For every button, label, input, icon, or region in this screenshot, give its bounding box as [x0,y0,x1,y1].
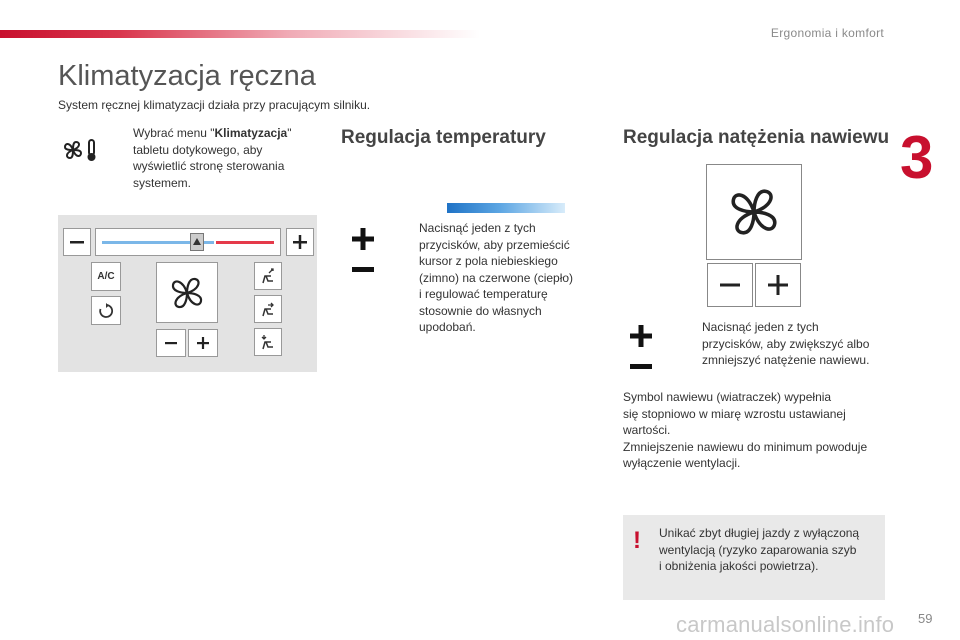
menu-name-klimatyzacja: Klimatyzacja [214,126,288,140]
recirculation-button[interactable] [91,296,121,325]
minus-icon [628,359,654,377]
text-line: zmniejszyć natężenie nawiewu. [702,353,870,367]
text-line: wartości. [623,423,671,437]
airflow-windscreen-icon [259,267,277,285]
watermark: carmanualsonline.info [676,612,895,637]
text-line: (zimno) na czerwone (ciepło) [419,270,574,285]
plus-icon [350,226,376,257]
temp-minus-button[interactable] [63,228,91,256]
text-line: Nacisnąć jeden z tych [419,221,536,235]
fan-icon [166,272,208,314]
section-title: Ergonomia i komfort [770,26,884,40]
slider-cursor[interactable] [190,233,204,251]
warm-scale [216,241,274,244]
warning-note [623,515,885,600]
instruction-post: " [287,126,292,140]
chapter-number: 3 [900,124,934,191]
fan-display-large [706,164,802,260]
instruction-line: wyświetlić stronę sterowania [133,159,285,173]
blue-gradient-decoration [447,203,565,213]
fan-plus-button[interactable] [188,329,218,357]
warning-text [659,525,879,575]
fan-minus-button[interactable] [156,329,186,357]
temperature-instruction [419,220,599,336]
text-line: Symbol nawiewu (wiatraczek) wypełnia [623,390,832,404]
fan-heading: Regulacja natężenia nawiewu [623,127,890,148]
fan-instruction [702,319,892,369]
climate-control-panel [58,215,317,372]
fan-plus-button-large[interactable] [755,263,801,307]
text-line: i regulować temperaturę [419,287,548,301]
ac-button[interactable]: A/C [91,262,121,291]
text-line: stosownie do własnych [419,303,542,318]
climate-menu-icon [62,137,102,168]
menu-instruction [133,125,323,191]
instruction-line: systemem. [133,175,192,190]
text-line: przycisków, aby przemieścić [419,237,570,252]
instruction-line: tabletu dotykowego, aby [133,142,263,157]
warning-icon: ! [633,527,641,554]
airflow-feet-icon [259,333,277,351]
text-line: Unikać zbyt długiej jazdy z wyłączoną [659,526,860,540]
temp-plus-button[interactable] [286,228,314,256]
fan-minus-button-large[interactable] [707,263,753,307]
intro-text: System ręcznej klimatyzacji działa przy pracującym silniku. [58,98,371,112]
text-line: upodobań. [419,320,476,334]
text-line: wyłączenie wentylacji. [623,456,741,470]
text-line: przycisków, aby zwiększyć albo [702,336,870,351]
text-line: wentylacją (ryzyko zaparowania szyb [659,542,857,557]
header-accent-bar [0,30,480,38]
text-line: się stopniowo w miarę wzrostu ustawianej [623,406,846,421]
airflow-down-button[interactable] [254,328,282,356]
text-line: Zmniejszenie nawiewu do minimum powoduje [623,439,868,454]
temperature-heading: Regulacja temperatury [341,127,546,148]
airflow-center-button[interactable] [254,295,282,323]
temperature-slider[interactable] [95,228,281,256]
text-line: Nacisnąć jeden z tych [702,320,819,334]
text-line: i obniżenia jakości powietrza). [659,559,819,573]
airflow-up-button[interactable] [254,262,282,290]
instruction-pre: Wybrać menu " [133,126,215,140]
minus-icon [350,262,376,280]
airflow-face-icon [259,300,277,318]
page-title: Klimatyzacja ręczna [58,60,316,92]
fan-description [623,389,893,472]
fan-display [156,262,218,323]
page-number: 59 [918,611,933,626]
fan-icon [723,181,785,243]
plus-icon [628,323,654,354]
text-line: kursor z pola niebieskiego [419,254,558,268]
